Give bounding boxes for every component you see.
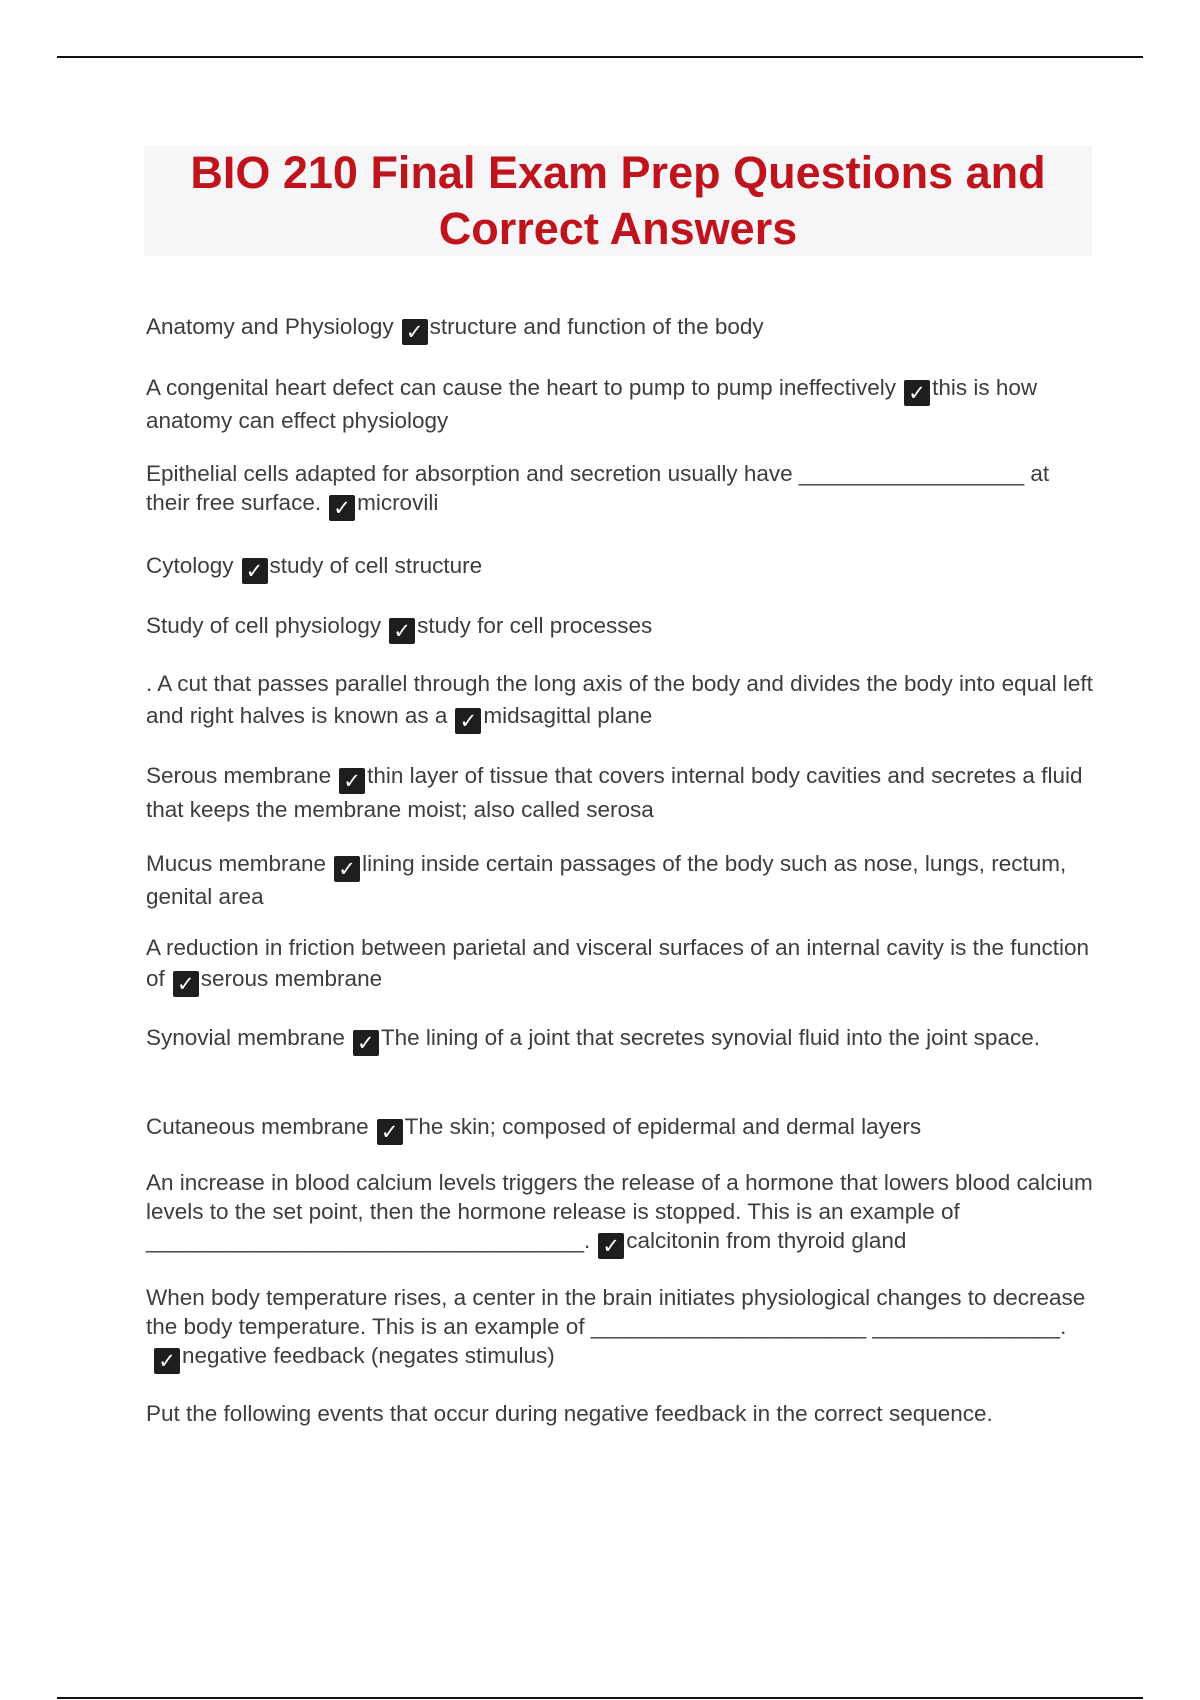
question-text: Epithelial cells adapted for absorption and secretion usually have __________________ at their free surface. — [146, 461, 1050, 515]
question-text: When body temperature rises, a center in the brain initiates physiological changes to decrease the body temperature. This is an example of ______________________ _______________. — [146, 1285, 1086, 1339]
qa-item — [146, 459, 1096, 521]
question-text: Synovial membrane — [146, 1025, 345, 1050]
answer-text: structure and function of the body — [429, 314, 764, 339]
question-text: Mucus membrane — [146, 851, 327, 876]
qa-item — [146, 1023, 1096, 1056]
qa-item — [146, 551, 1096, 584]
answer-text: negative feedback (negates stimulus) — [182, 1343, 555, 1368]
check-box-icon: ✓ — [242, 558, 268, 584]
question-text: Cytology — [146, 553, 234, 578]
question-text: Study of cell physiology — [146, 613, 382, 638]
check-box-icon: ✓ — [329, 495, 355, 521]
answer-text: microvili — [357, 490, 439, 515]
question-text: Anatomy and Physiology — [146, 314, 394, 339]
answer-text: thin layer of tissue that covers internal body cavities and secretes a fluid that keeps the membrane moist; also called serosa — [146, 763, 1083, 822]
qa-item — [146, 1283, 1096, 1374]
qa-item — [146, 760, 1096, 825]
check-box-icon: ✓ — [598, 1233, 624, 1259]
answer-text: midsagittal plane — [483, 703, 653, 728]
question-text: Put the following events that occur during negative feedback in the correct sequence. — [146, 1401, 993, 1426]
qa-item — [146, 1112, 1096, 1145]
qa-item — [146, 849, 1096, 911]
question-text: A congenital heart defect can cause the heart to pump to pump ineffectively — [146, 375, 897, 400]
check-box-icon: ✓ — [389, 618, 415, 644]
question-text: Serous membrane — [146, 763, 332, 788]
qa-item — [146, 932, 1096, 997]
check-box-icon: ✓ — [904, 380, 930, 406]
qa-item — [146, 373, 1096, 435]
question-text: An increase in blood calcium levels triggers the release of a hormone that lowers blood calcium levels to the set point, then the hormone release is stopped. This is an example of ___________________________________. — [146, 1170, 1093, 1253]
answer-text: study of cell structure — [269, 553, 483, 578]
answer-text: lining inside certain passages of the body such as nose, lungs, rectum, genital area — [146, 851, 1067, 909]
check-box-icon: ✓ — [154, 1348, 180, 1374]
check-box-icon: ✓ — [455, 708, 481, 734]
check-box-icon: ✓ — [334, 856, 360, 882]
answer-text: The lining of a joint that secretes synovial fluid into the joint space. — [380, 1025, 1040, 1050]
answer-text: study for cell processes — [417, 613, 653, 638]
answer-text: serous membrane — [200, 966, 383, 991]
answer-text: calcitonin from thyroid gland — [626, 1228, 907, 1253]
check-box-icon: ✓ — [173, 971, 199, 997]
title-banner — [144, 146, 1092, 256]
question-text: Cutaneous membrane — [146, 1114, 369, 1139]
qa-item — [146, 1399, 1096, 1428]
check-box-icon: ✓ — [402, 319, 428, 345]
question-text: A reduction in friction between parietal and visceral surfaces of an internal cavity is the function of — [146, 935, 1090, 991]
qa-item — [146, 611, 1096, 644]
check-box-icon: ✓ — [353, 1030, 379, 1056]
answer-text: The skin; composed of epidermal and dermal layers — [404, 1114, 922, 1139]
page-title: BIO 210 Final Exam Prep Questions and Correct Answers — [190, 147, 1046, 254]
check-box-icon: ✓ — [339, 768, 365, 794]
qa-item — [146, 1168, 1096, 1259]
check-box-icon: ✓ — [377, 1119, 403, 1145]
qa-item — [146, 312, 1096, 345]
bottom-rule — [57, 1697, 1143, 1699]
answer-text: this is how anatomy can effect physiology — [146, 375, 1038, 433]
qa-item — [146, 668, 1096, 734]
top-rule — [57, 56, 1143, 58]
question-text: . A cut that passes parallel through the long axis of the body and divides the body into equal left and right halves is known as a — [146, 671, 1093, 728]
